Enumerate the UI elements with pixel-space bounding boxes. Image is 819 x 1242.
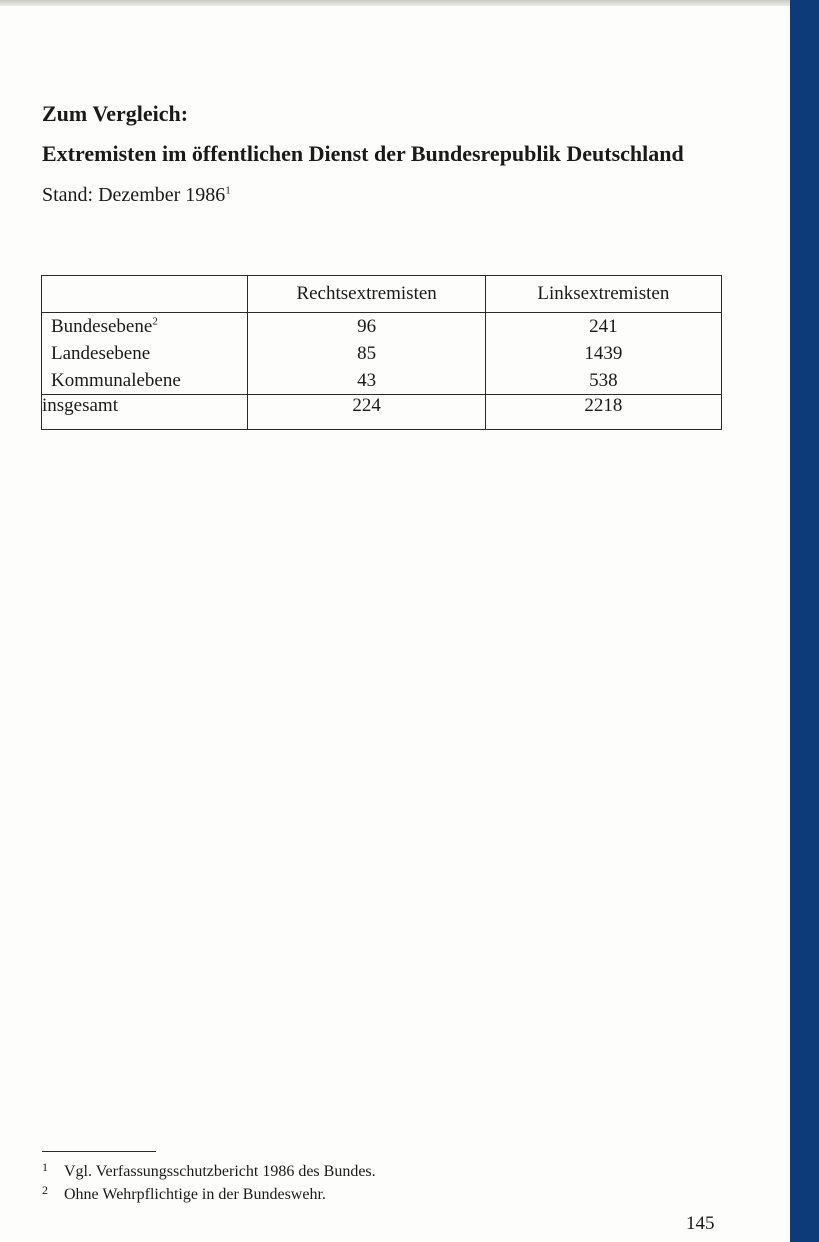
book-spine-strip — [790, 0, 819, 1242]
page-number: 145 — [686, 1213, 715, 1234]
rechts-values-cell — [248, 313, 485, 395]
page-top-edge — [0, 0, 790, 6]
footnote-mark: 2 — [42, 1183, 48, 1197]
extremists-table — [41, 275, 722, 430]
footnote-divider — [42, 1151, 156, 1152]
footnote-2 — [42, 1180, 326, 1205]
total-label: insgesamt — [42, 395, 248, 430]
table-cell: 96 — [357, 316, 377, 337]
row-label-text: Bundesebene — [51, 316, 153, 337]
row-label-bundesebene — [42, 313, 247, 340]
header-rechtsextremisten: Rechtsextremisten — [248, 276, 485, 313]
row-labels-cell — [42, 313, 248, 395]
table-cell: 241 — [589, 316, 618, 337]
footnote-text: Vgl. Verfassungsschutzbericht 1986 des Bundes. — [64, 1163, 376, 1180]
total-rechts: 224 — [248, 395, 485, 430]
row-label-kommunalebene: Kommunalebene — [51, 370, 181, 391]
date-line-text: Stand: Dezember 1986 — [42, 184, 226, 206]
total-links: 2218 — [485, 395, 721, 430]
table-cell: 538 — [589, 370, 618, 391]
table-body-row — [42, 313, 722, 395]
table-header-row — [42, 276, 722, 313]
table-total-row — [42, 395, 722, 430]
table-cell: 85 — [357, 343, 377, 364]
footnote-1 — [42, 1157, 376, 1182]
header-empty-cell — [42, 276, 248, 313]
page-subtitle: Extremisten im öffentlichen Dienst der Bundesrepublik Deutschland — [42, 141, 684, 166]
footnote-text: Ohne Wehrpflichtige in der Bundeswehr. — [64, 1186, 326, 1203]
table-cell: 43 — [357, 370, 377, 391]
links-values-cell — [485, 313, 721, 395]
date-footnote-ref: 1 — [225, 184, 231, 197]
footnote-mark: 1 — [42, 1160, 48, 1174]
row-footnote-ref: 2 — [152, 315, 158, 328]
page-title: Zum Vergleich: — [42, 101, 189, 126]
header-linksextremisten: Linksextremisten — [485, 276, 721, 313]
table-cell: 1439 — [584, 343, 623, 364]
row-label-landesebene: Landesebene — [51, 343, 151, 364]
date-line — [42, 182, 231, 208]
